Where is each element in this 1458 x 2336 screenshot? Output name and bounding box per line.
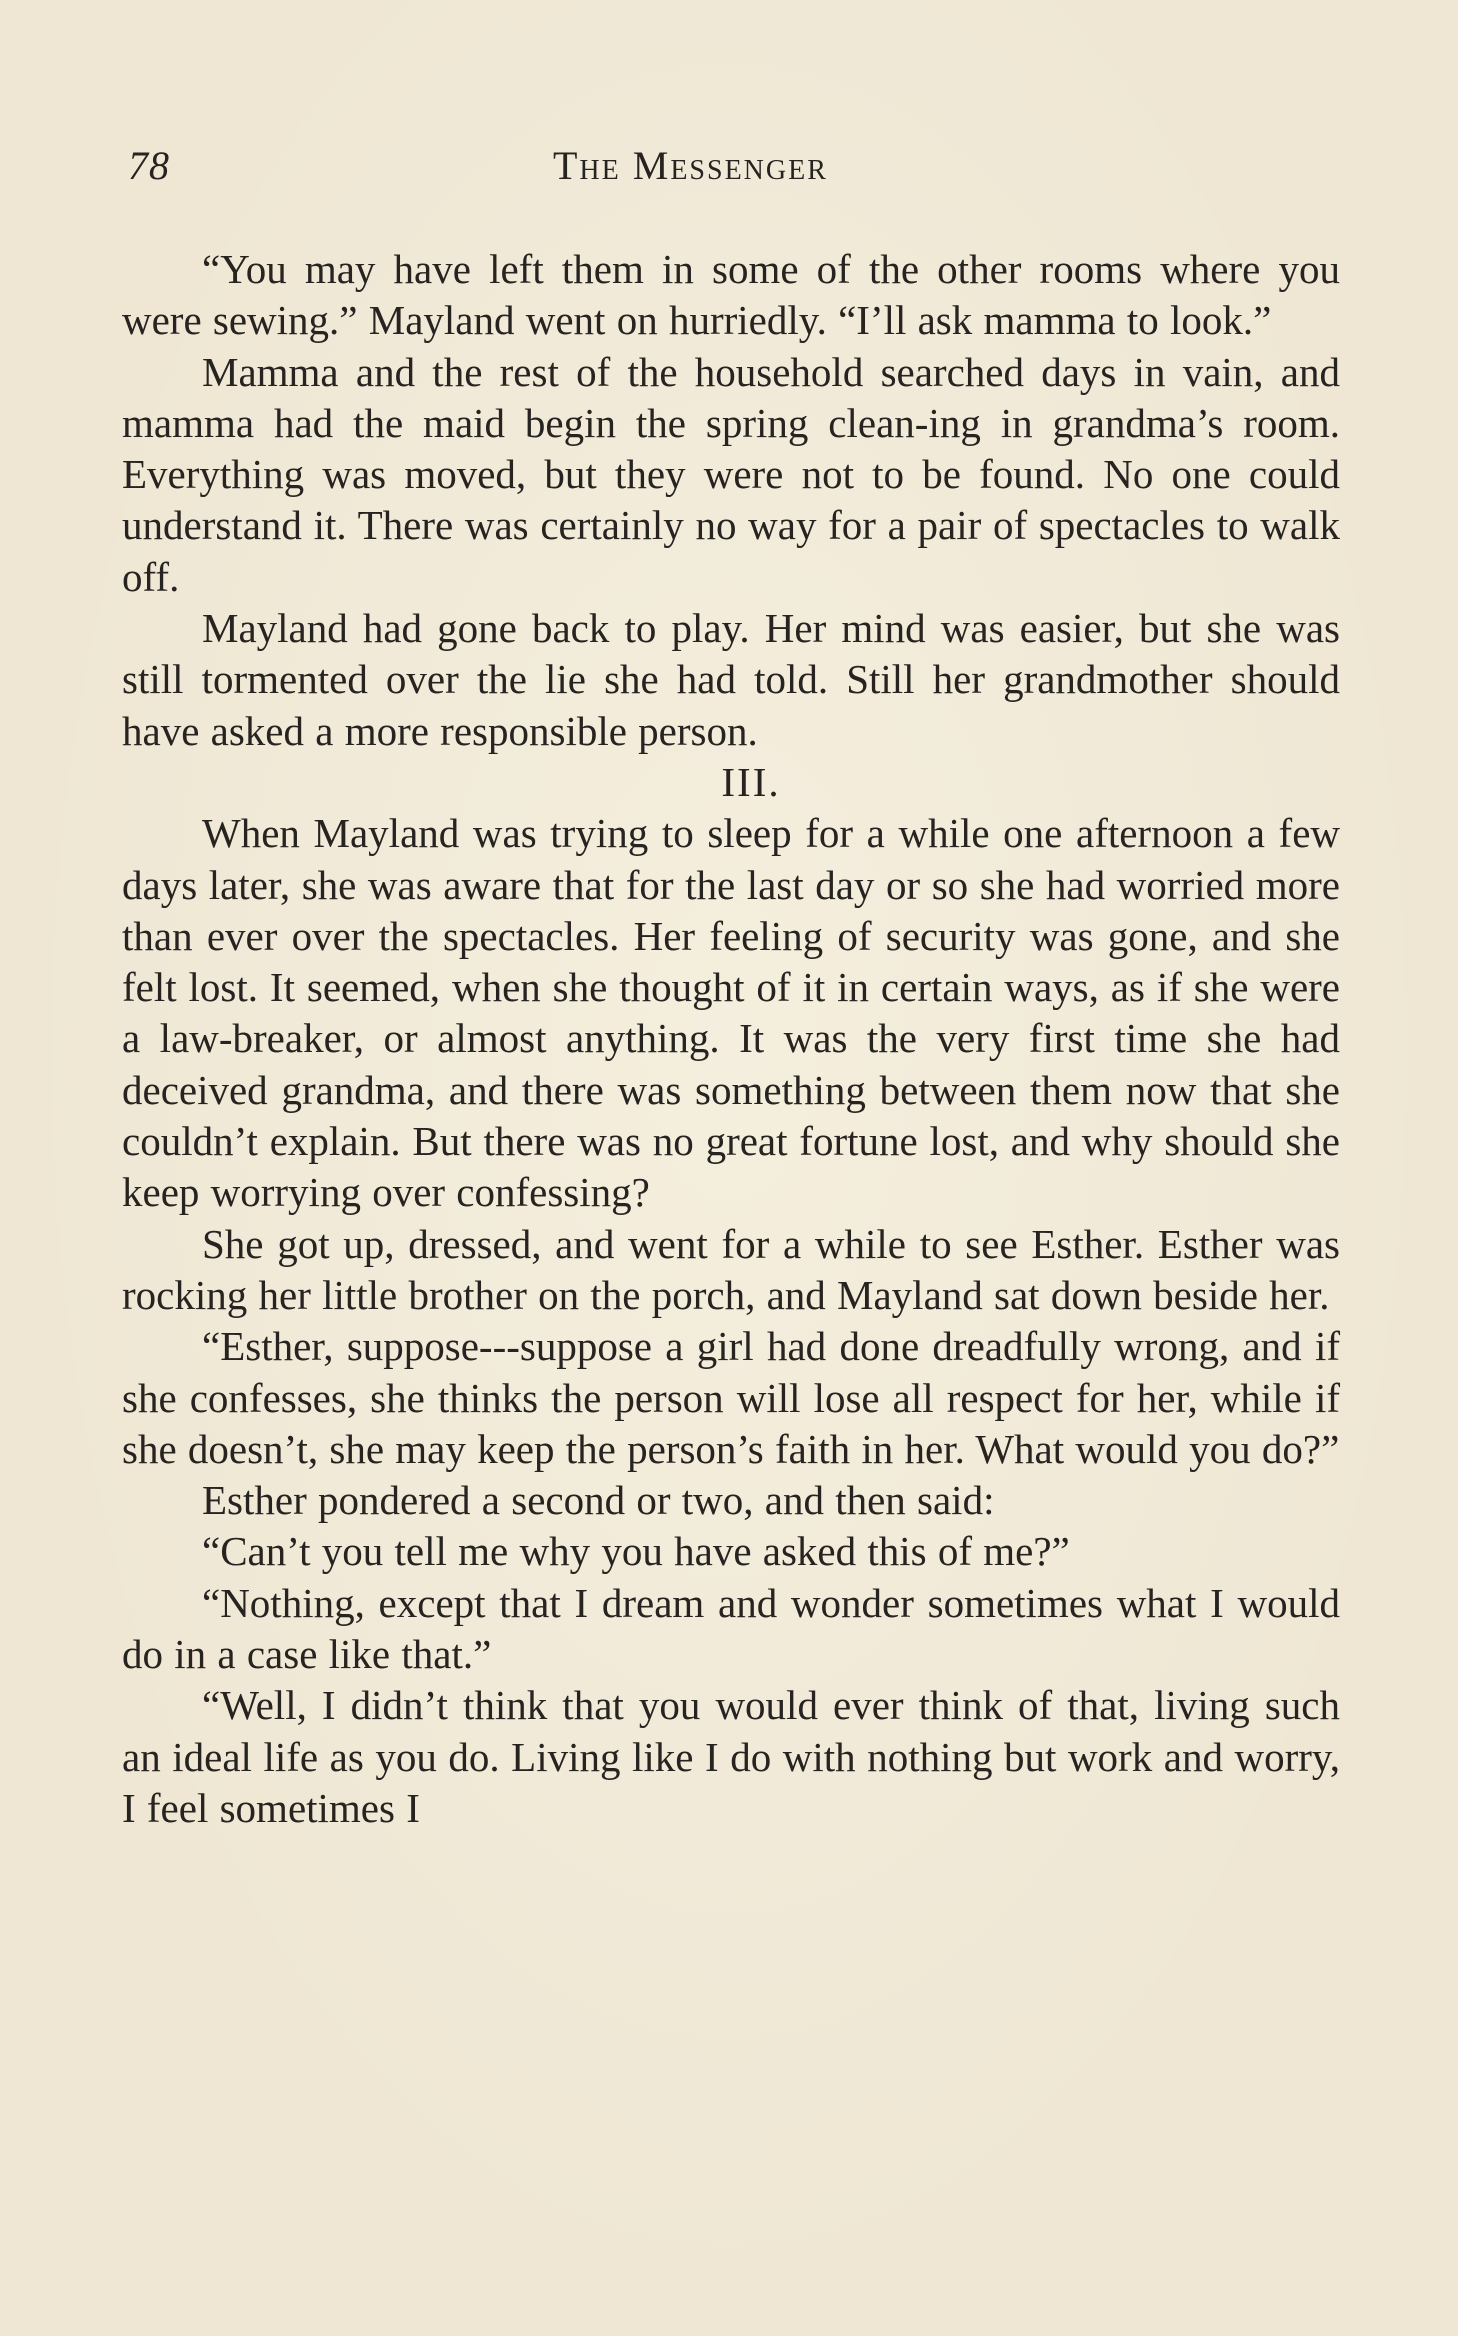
paragraph: “Nothing, except that I dream and wonder sometimes what I would do in a case like that.” (122, 1579, 1340, 1678)
paragraph: Mamma and the rest of the household searched days in vain, and mamma had the maid begin the spring clean-ing in grandma’s room. Everything was moved, but they were not to be found. No one could understand it. There was certainly no way for a pair of spectacles to walk off. (122, 348, 1340, 600)
paragraph: “You may have left them in some of the other rooms where you were sewing.” Mayland went on hurriedly. “I’ll ask mamma to look.” (122, 246, 1340, 344)
paragraph: Esther pondered a second or two, and then said: (202, 1477, 995, 1524)
paragraph: She got up, dressed, and went for a while to see Esther. Esther was rocking her little brother on the porch, and Mayland sat down beside her. (122, 1220, 1340, 1318)
running-head (128, 142, 1338, 202)
page-number: 78 (128, 143, 170, 188)
section-heading: III. (721, 758, 781, 805)
paragraph: When Mayland was trying to sleep for a while one afternoon a few days later, she was aware that for the last day or so she had worried more than ever over the spectacles. Her feeling of security was gone, and she felt lost. It seemed, when she thought of it in certain ways, as if she were a law-breaker, or almost anything. It was the very first time she had deceived grandma, and there was something between them now that she couldn’t explain. But there was no great fortune lost, and why should she keep worrying over confessing? (122, 810, 1340, 1216)
book-title: The Messenger (553, 143, 828, 188)
paragraph: Mayland had gone back to play. Her mind was easier, but she was still tormented over the lie she had told. Still her grandmother should have asked a more responsible person. (122, 605, 1340, 754)
paragraph: “Well, I didn’t think that you would ever think of that, living such an ideal life as you do. Living like I do with nothing but work and worry, I feel sometimes I (122, 1682, 1340, 1831)
body-text (122, 244, 1340, 1834)
paragraph: “Esther, suppose---suppose a girl had done dreadfully wrong, and if she confesses, she thinks the person will lose all respect for her, while if she doesn’t, she may keep the person’s faith in her. What would you do?” (122, 1323, 1340, 1472)
paragraph: “Can’t you tell me why you have asked this of me?” (202, 1528, 1070, 1575)
